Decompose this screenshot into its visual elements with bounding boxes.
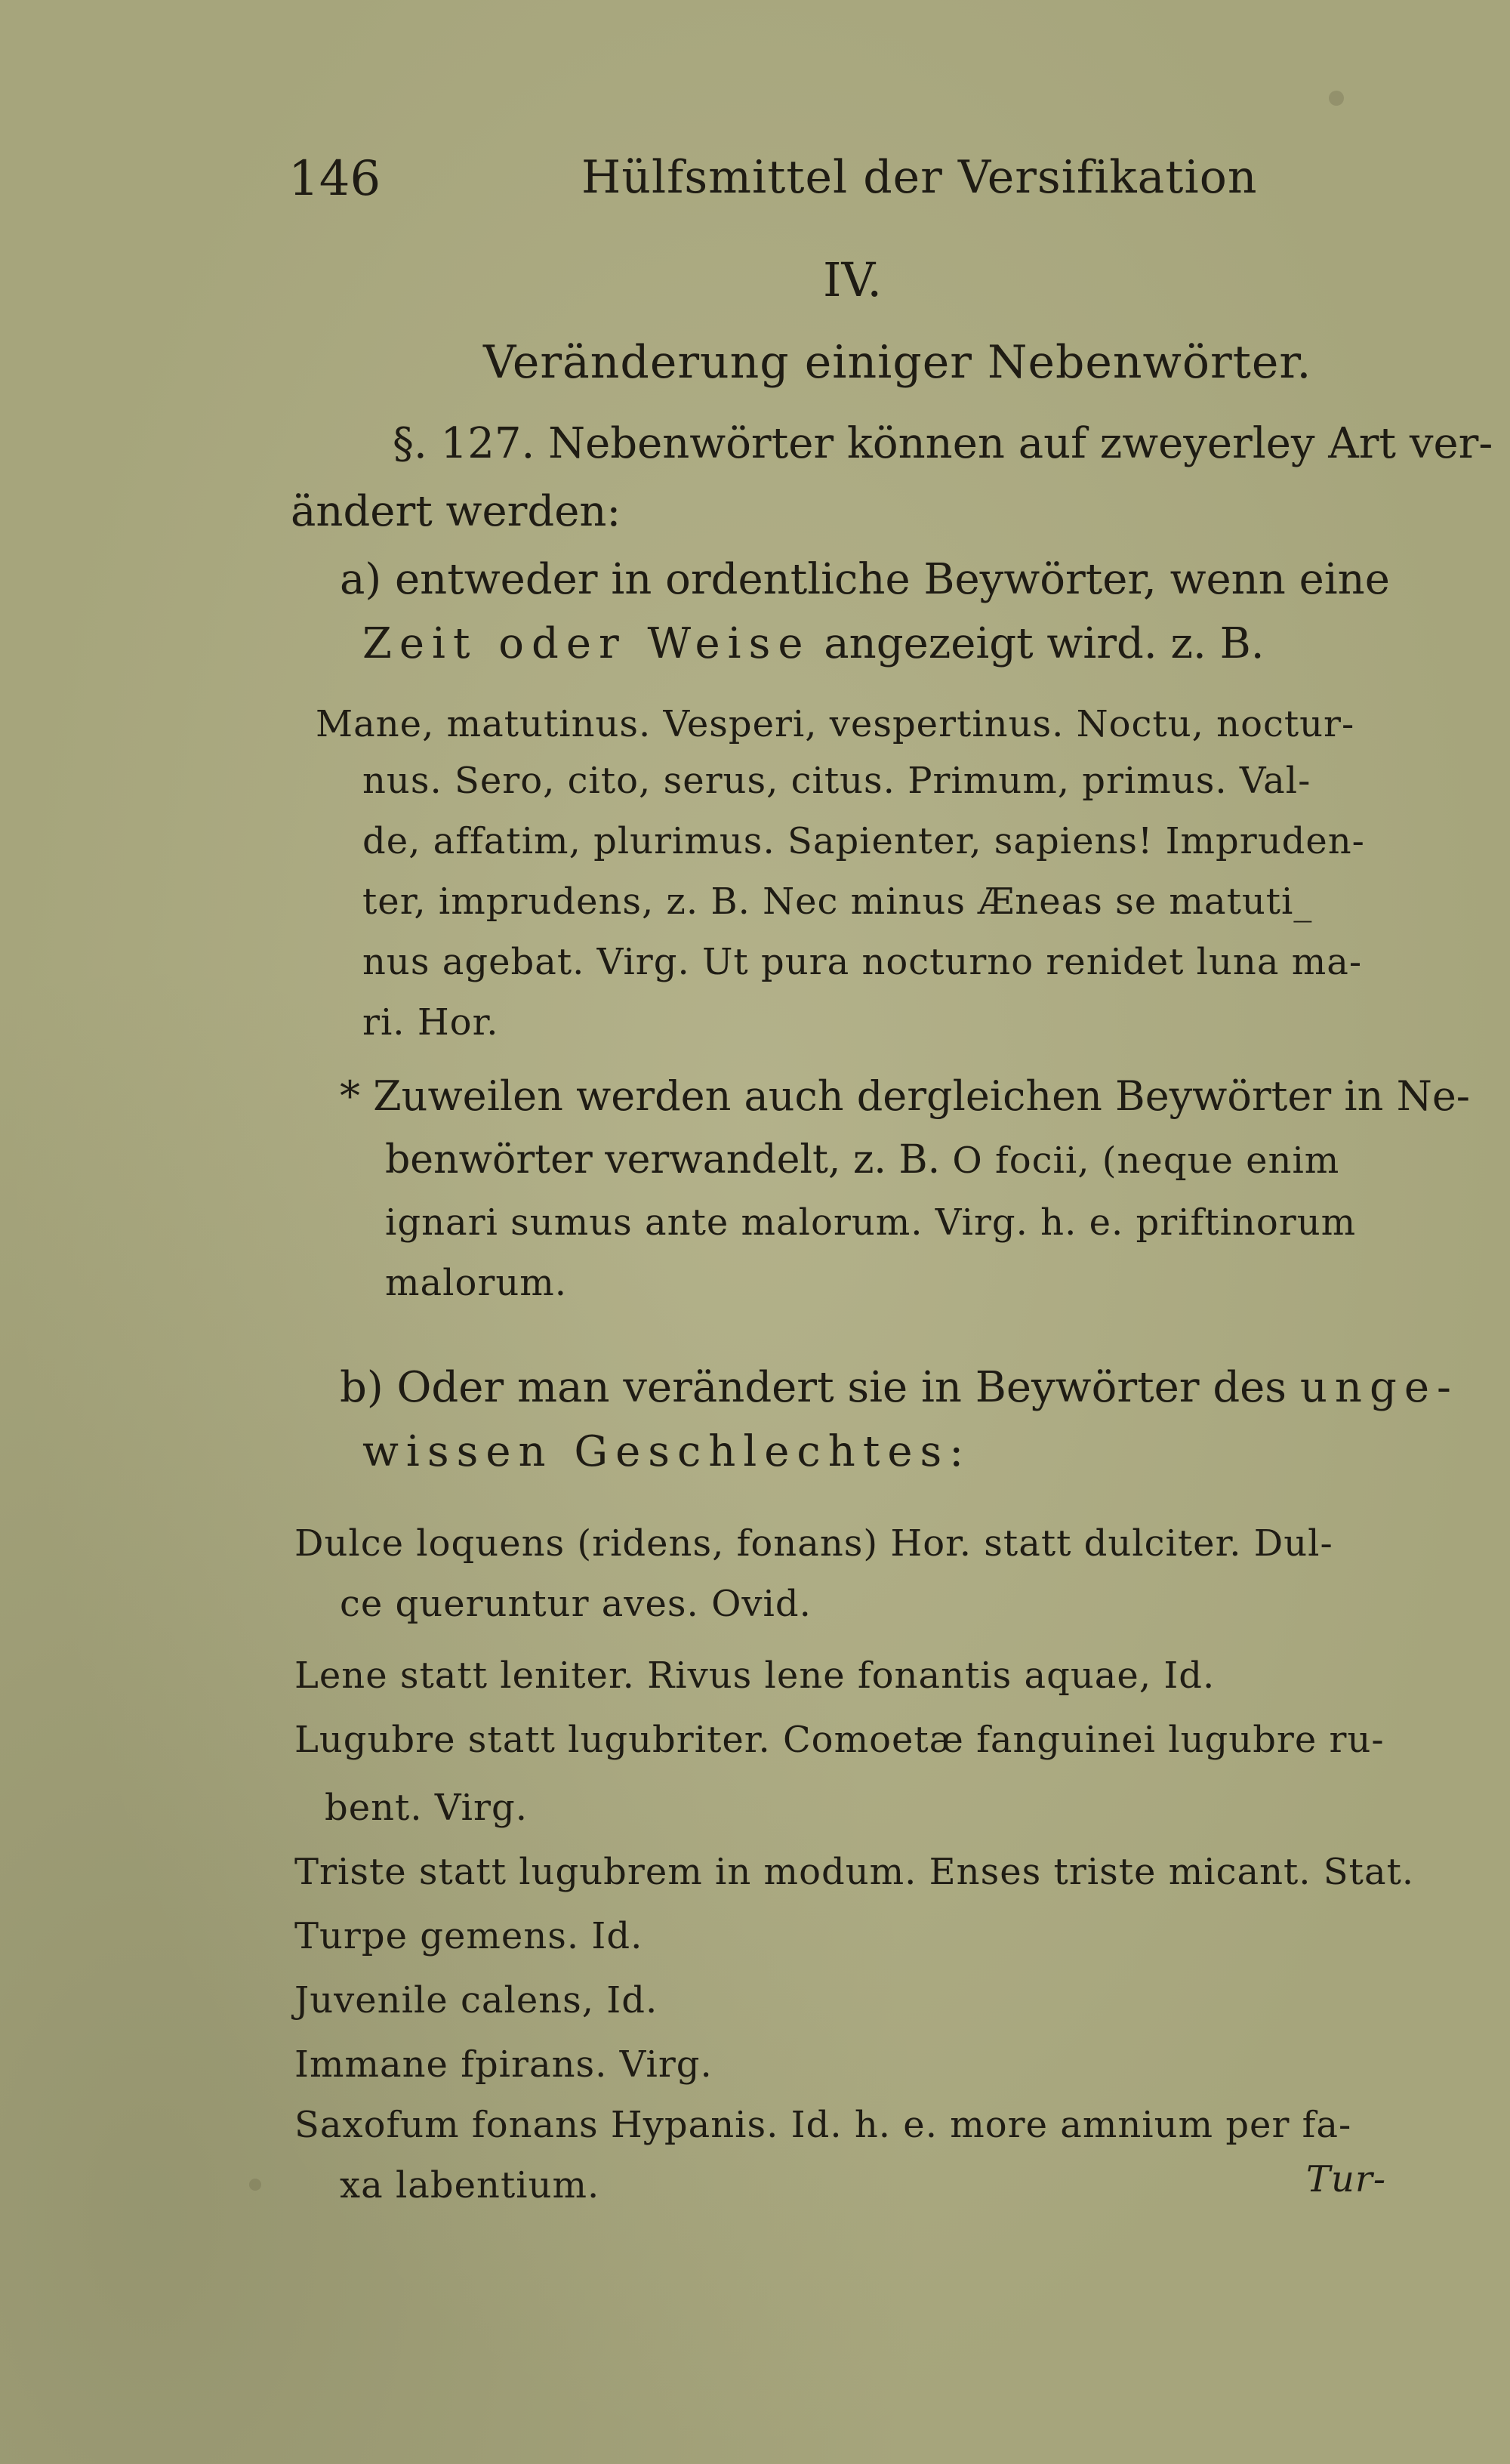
example-line: ter, imprudens, z. B. Nec minus Æneas se matuti_	[362, 880, 1313, 923]
item-b-line	[340, 1363, 1459, 1412]
example-line: bent. Virg.	[325, 1787, 528, 1829]
note-line: malorum.	[385, 1262, 568, 1304]
catchword: Tur-	[1306, 2158, 1387, 2200]
paragraph-line: ändert werden:	[291, 487, 621, 536]
running-title: Hülfsmittel der Versifikation	[581, 151, 1258, 204]
item-a-line-rest: angezeigt wird. z. B.	[810, 619, 1265, 668]
example-line: Mane, matutinus. Vesperi, vespertinus. Noctu, noctur-	[316, 703, 1355, 745]
item-b-text: b) Oder man verändert sie in Beywörter des	[340, 1363, 1300, 1412]
example-line: Saxofum fonans Hypanis. Id. h. e. more amnium per fa-	[294, 2104, 1352, 2146]
example-line: xa labentium.	[340, 2164, 600, 2206]
example-line: Immane fpirans. Virg.	[294, 2043, 713, 2086]
example-line: ce queruntur aves. Ovid.	[340, 1583, 812, 1625]
example-line: ri. Hor.	[362, 1001, 499, 1044]
note-line-latin: O focii, (neque enim	[940, 1139, 1340, 1182]
example-line: nus. Sero, cito, serus, citus. Primum, primus. Val-	[362, 760, 1311, 802]
example-line: Triste statt lugubrem in modum. Enses triste micant. Stat.	[294, 1851, 1415, 1893]
example-line: de, affatim, plurimus. Sapienter, sapiens! Impruden-	[362, 820, 1365, 862]
section-title: Veränderung einiger Nebenwörter.	[483, 336, 1312, 389]
item-a-line	[362, 619, 1265, 668]
paragraph-line: §. 127. Nebenwörter können auf zweyerley Art ver-	[393, 419, 1493, 468]
example-line: Turpe gemens. Id.	[294, 1915, 643, 1957]
page-stain	[249, 2179, 261, 2191]
note-line: ignari sumus ante malorum. Virg. h. e. priftinorum	[385, 1201, 1357, 1244]
example-line: Dulce loquens (ridens, fonans) Hor. statt dulciter. Dul-	[294, 1522, 1333, 1565]
example-line: Lene statt leniter. Rivus lene fonantis aquae, Id.	[294, 1654, 1216, 1697]
page-stain	[1329, 91, 1344, 106]
note-line: * Zuweilen werden auch dergleichen Beywörter in Ne-	[340, 1072, 1471, 1120]
item-a-line: a) entweder in ordentliche Beywörter, wenn eine	[340, 555, 1390, 604]
example-line: Juvenile calens, Id.	[294, 1979, 658, 2021]
item-b-line: wissen Geschlechtes:	[362, 1427, 972, 1476]
spaced-emphasis: Zeit oder Weise	[362, 619, 811, 668]
section-numeral: IV.	[823, 252, 883, 307]
example-line: Lugubre statt lugubriter. Comoetæ fanguinei lugubre ru-	[294, 1719, 1385, 1761]
note-line	[385, 1137, 1340, 1183]
note-line-german: benwörter verwandelt, z. B.	[385, 1137, 941, 1183]
page-number: 146	[288, 151, 381, 207]
spaced-emphasis: unge-	[1299, 1363, 1459, 1412]
example-line: nus agebat. Virg. Ut pura nocturno renidet luna ma-	[362, 941, 1363, 983]
